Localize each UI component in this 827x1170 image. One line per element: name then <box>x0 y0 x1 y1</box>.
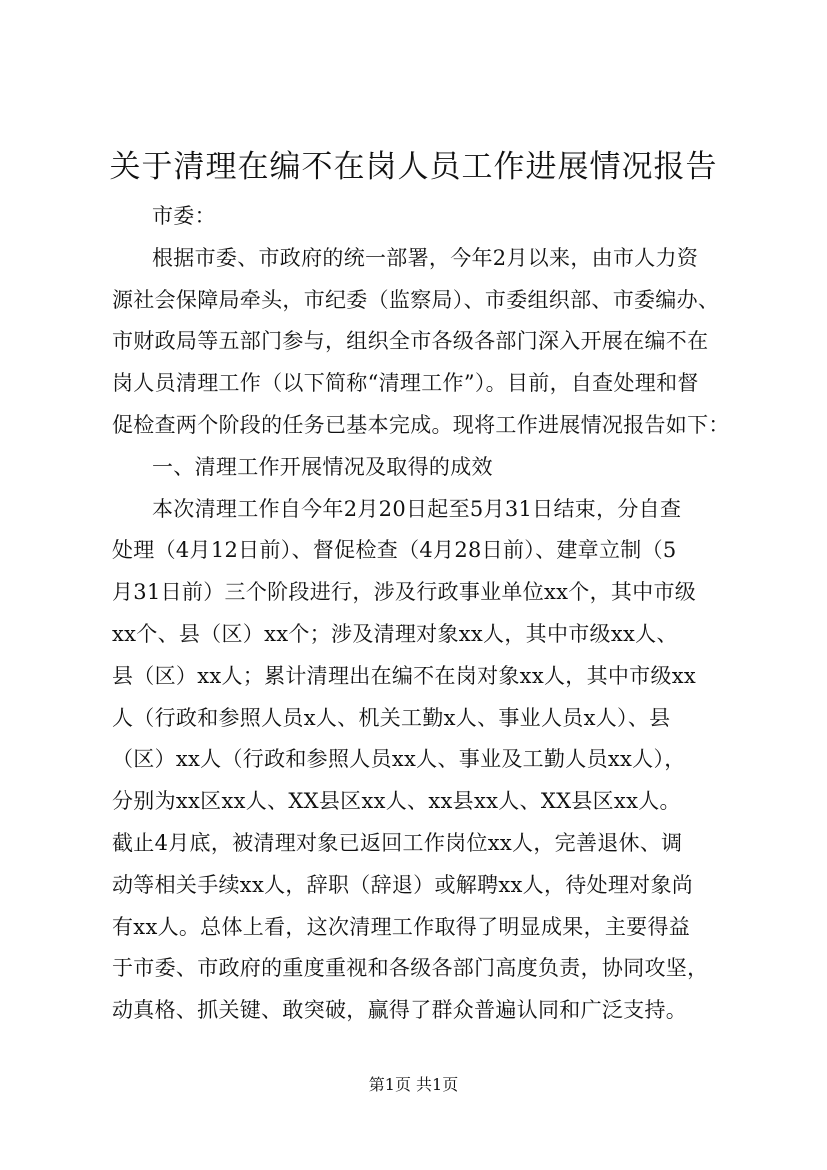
document-title: 关于清理在编不在岗人员工作进展情况报告 <box>109 149 718 185</box>
paragraph-line: 促检查两个阶段的任务已基本完成。现将工作进展情况报告如下： <box>112 412 730 437</box>
salutation: 市委： <box>152 204 216 228</box>
paragraph-line: 源社会保障局牵头，市纪委（监察局）、市委组织部、市委编办、 <box>112 287 720 312</box>
paragraph-line: （区）xx人（行政和参照人员xx人、事业及工勤人员xx人）， <box>112 747 686 772</box>
paragraph-line: 县（区）xx人；累计清理出在编不在岗对象xx人，其中市级xx <box>112 663 697 688</box>
document-body <box>112 196 730 1032</box>
paragraph-line: 截止4月底，被清理对象已返回工作岗位xx人，完善退休、调 <box>112 830 683 855</box>
paragraph-line: 于市委、市政府的重度重视和各级各部门高度负责，协同攻坚， <box>112 956 709 981</box>
page-number-footer: 第1页 共1页 <box>368 1075 459 1094</box>
paragraph-line: 市财政局等五部门参与，组织全市各级各部门深入开展在编不在 <box>112 329 709 354</box>
paragraph-line: 月31日前）三个阶段进行，涉及行政事业单位xx个，其中市级 <box>112 580 697 605</box>
paragraph-line: 本次清理工作自今年2月20日起至5月31日结束，分自查 <box>152 496 682 521</box>
paragraph-line: 岗人员清理工作（以下简称“清理工作”）。目前，自查处理和督 <box>112 371 699 396</box>
paragraph-line: 处理（4月12日前）、督促检查（4月28日前）、建章立制（5 <box>112 538 677 563</box>
paragraph-line: 动真格、抓关键、敢突破，赢得了群众普遍认同和广泛支持。 <box>112 998 688 1023</box>
paragraph-line: 人（行政和参照人员x人、机关工勤x人、事业人员x人）、县 <box>112 705 671 730</box>
paragraph-line: xx个、县（区）xx个；涉及清理对象xx人，其中市级xx人、 <box>112 621 678 646</box>
paragraph-line: 根据市委、市政府的统一部署，今年2月以来，由市人力资 <box>152 245 699 270</box>
paragraph-line: 有xx人。总体上看，这次清理工作取得了明显成果，主要得益 <box>112 914 691 939</box>
section-heading: 一、清理工作开展情况及取得的成效 <box>152 454 493 479</box>
paragraph-line: 动等相关手续xx人，辞职（辞退）或解聘xx人，待处理对象尚 <box>112 872 694 897</box>
paragraph-line: 分别为xx区xx人、XX县区xx人、xx县xx人、XX县区xx人。 <box>112 789 681 814</box>
